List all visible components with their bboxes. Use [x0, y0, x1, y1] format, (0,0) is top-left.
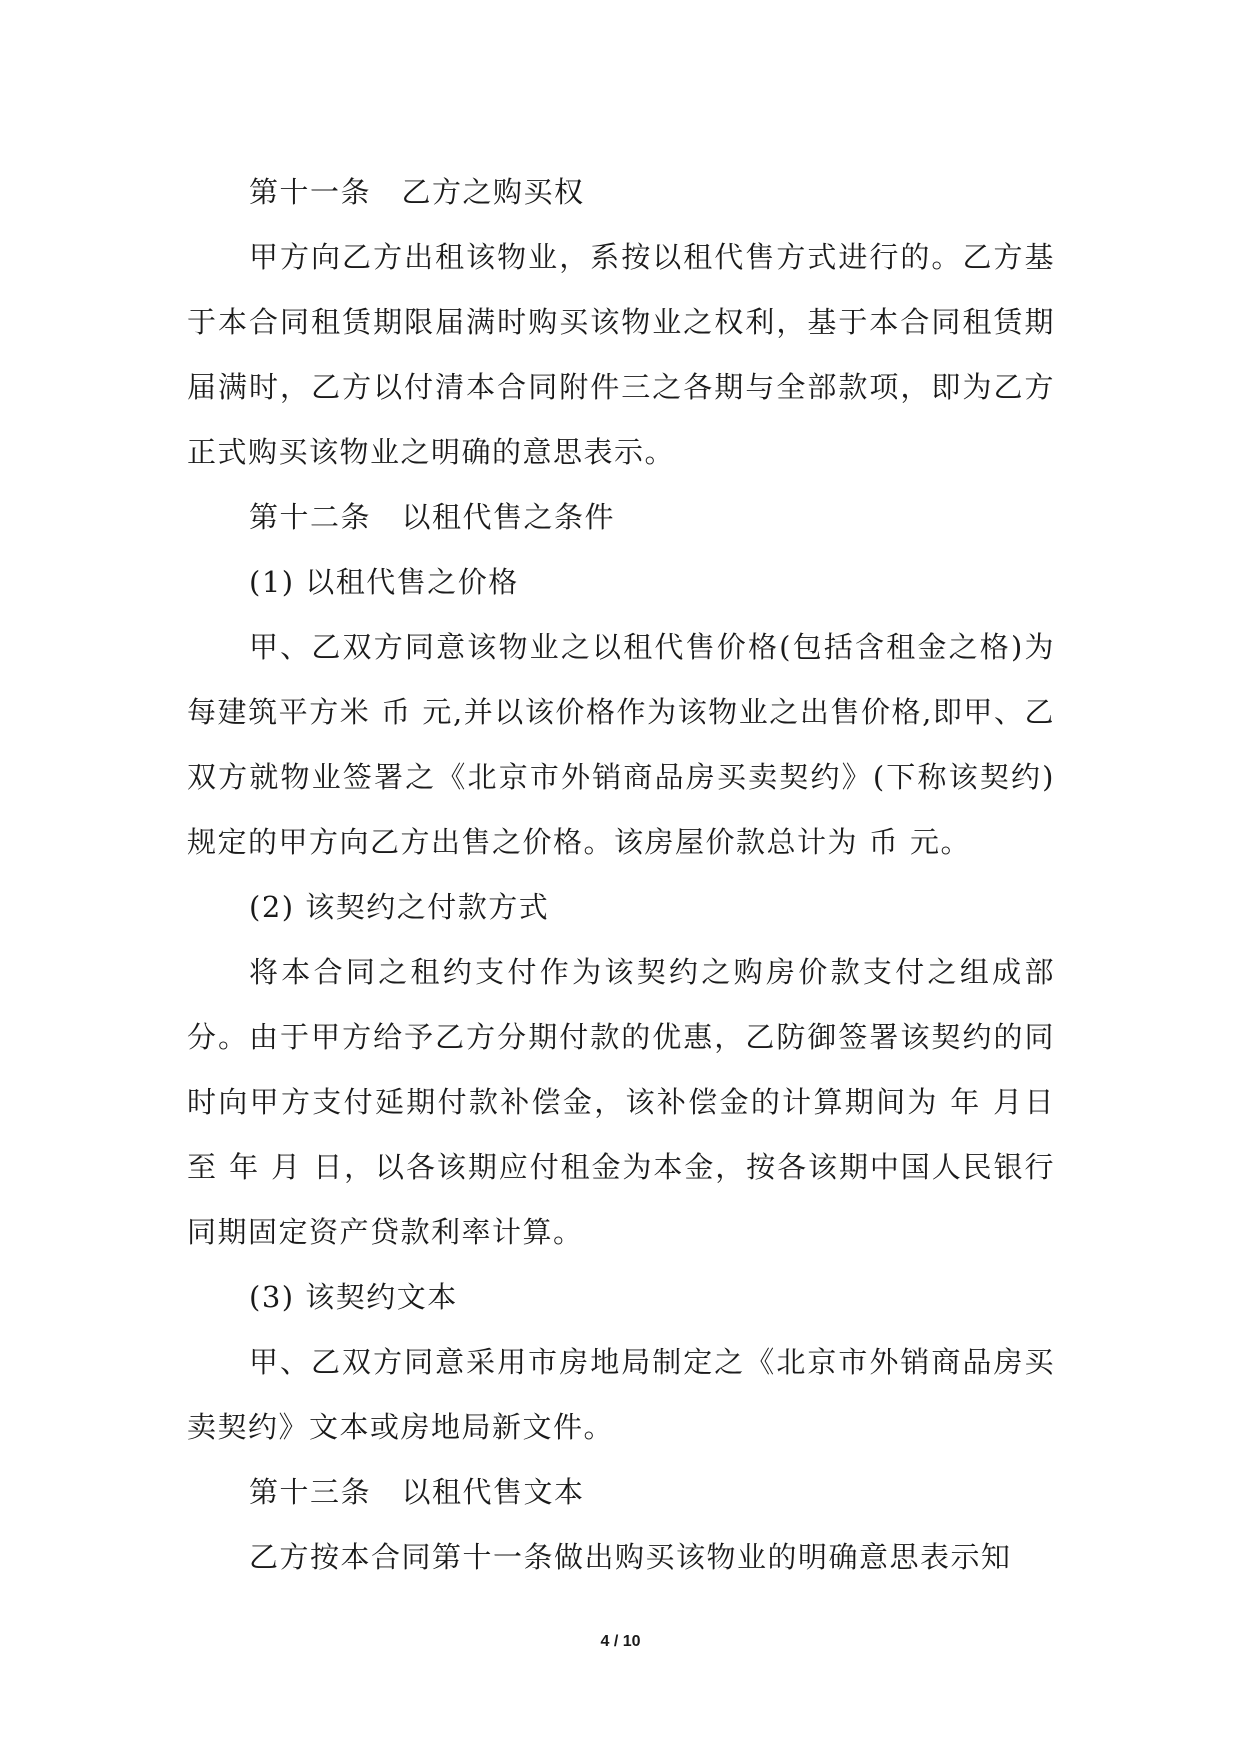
page-number: 4 / 10 — [600, 1633, 641, 1650]
article-13-paragraph: 乙方按本合同第十一条做出购买该物业的明确意思表示知 — [249, 1540, 1012, 1574]
clause-3-heading: (3) 该契约文本 — [249, 1280, 458, 1314]
document-body — [187, 160, 1055, 1590]
clause-2-paragraph: 将本合同之租约支付作为该契约之购房价款支付之组成部分。由于甲方给予乙方分期付款的优惠，乙防御签署该契约的同时向甲方支付延期付款补偿金，该补偿金的计算期间为 年 月日至 年 月 日，以各该期应付租金为本金，按各该期中国人民银行同期固定资产贷款利率计算。 — [187, 955, 1055, 1249]
article-11-heading: 第十一条 乙方之购买权 — [249, 175, 585, 209]
article-13-heading: 第十三条 以租代售文本 — [249, 1475, 585, 1509]
article-12-heading: 第十二条 以租代售之条件 — [249, 500, 616, 534]
article-11-paragraph: 甲方向乙方出租该物业，系按以租代售方式进行的。乙方基于本合同租赁期限届满时购买该物业之权利，基于本合同租赁期届满时，乙方以付清本合同附件三之各期与全部款项，即为乙方正式购买该物业之明确的意思表示。 — [187, 240, 1055, 469]
clause-1-heading: (1) 以租代售之价格 — [249, 565, 519, 599]
clause-3-paragraph: 甲、乙双方同意采用市房地局制定之《北京市外销商品房买卖契约》文本或房地局新文件。 — [187, 1345, 1055, 1444]
clause-1-paragraph: 甲、乙双方同意该物业之以租代售价格(包括含租金之格)为每建筑平方米 币 元,并以该价格作为该物业之出售价格,即甲、乙双方就物业签署之《北京市外销商品房买卖契约》(下称该契约)规定的甲方向乙方出售之价格。该房屋价款总计为 币 元。 — [187, 630, 1055, 859]
clause-2-heading: (2) 该契约之付款方式 — [249, 890, 550, 924]
